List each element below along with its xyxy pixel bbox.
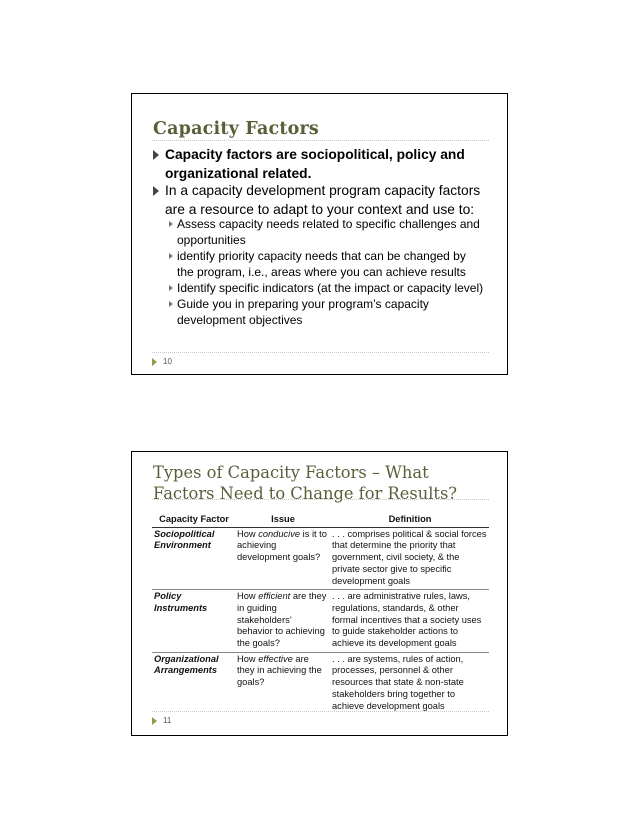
capacity-factors-table	[152, 514, 489, 714]
definition-cell: . . . are systems, rules of action, processes, personnel & other resources that state & non-state stakeholders bring together to achieve development goals	[332, 653, 464, 711]
sub-bullet-1: Assess capacity needs related to specific challenges and opportunities	[169, 217, 480, 248]
definition-cell: . . . comprises political & social forces that determine the priority that government, civil society, & the private sector give to specific development goals	[330, 527, 489, 590]
table-row	[152, 527, 489, 590]
sub-bullet-triangle-icon	[169, 285, 173, 291]
sub-bullet-triangle-icon	[169, 253, 173, 259]
column-header: Issue	[235, 514, 330, 527]
slide-11	[131, 451, 508, 736]
page-marker-icon	[152, 717, 157, 725]
title-divider	[152, 499, 489, 500]
column-header: Capacity Factor	[152, 514, 235, 527]
footer-divider	[152, 352, 489, 353]
issue-cell: How conducive is it to achieving development goals?	[235, 527, 330, 590]
bullet-triangle-icon	[153, 186, 159, 196]
slide-title: Types of Capacity Factors – What Factors Need to Change for Results?	[153, 463, 458, 503]
page-number: 11	[152, 716, 171, 725]
sub-bullet-4: Guide you in preparing your program’s capacity development objectives	[169, 297, 429, 328]
sub-bullet-2: identify priority capacity needs that can be changed by the program, i.e., areas where you can achieve results	[169, 249, 466, 280]
table-row	[152, 652, 489, 714]
bullet-1: Capacity factors are sociopolitical, policy and organizational related.	[153, 146, 465, 183]
bullet-2: In a capacity development program capacity factors are a resource to adapt to your context and use to:	[153, 182, 480, 219]
title-divider	[152, 140, 489, 141]
factor-cell: Sociopolitical Environment	[152, 527, 235, 590]
column-header: Definition	[330, 514, 489, 527]
table-row	[152, 590, 489, 653]
footer-divider	[152, 711, 489, 712]
definition-cell: . . . are administrative rules, laws, regulations, standards, & other formal incentives that a society uses to guide stakeholder actions to achieve its development goals	[330, 590, 489, 653]
sub-bullet-triangle-icon	[169, 221, 173, 227]
table-header-row	[152, 514, 489, 527]
slide-10	[131, 93, 508, 375]
slide-title: Capacity Factors	[153, 119, 319, 139]
bullet-triangle-icon	[153, 150, 159, 160]
sub-bullet-3: Identify specific indicators (at the impact or capacity level)	[169, 281, 483, 297]
issue-cell: How effective are they in achieving the goals?	[237, 653, 322, 688]
factor-cell: Policy Instruments	[152, 590, 235, 653]
factor-cell: Organizational Arrangements	[154, 653, 219, 676]
page-marker-icon	[152, 358, 157, 366]
issue-cell: How efficient are they in guiding stakeholders’ behavior to achieving the goals?	[235, 590, 330, 653]
sub-bullet-triangle-icon	[169, 301, 173, 307]
page-number: 10	[152, 357, 172, 366]
